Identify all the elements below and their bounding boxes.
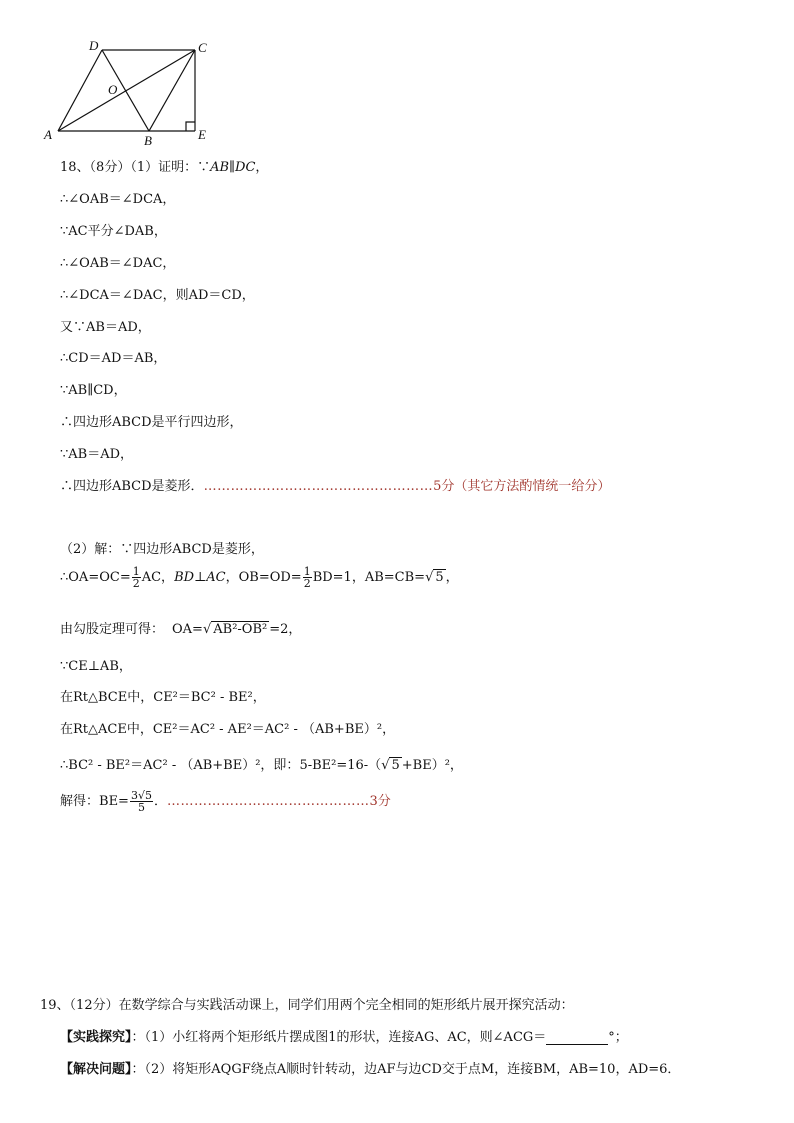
q18-part2-line-6: 在Rt△ACE中，CE²＝AC² - AE²＝AC² - （AB+BE）²， <box>60 722 396 737</box>
q18-line-10 <box>60 475 610 494</box>
q18-conclusion: ∴四边形ABCD是菱形． <box>60 479 204 494</box>
segment-ad <box>58 50 102 131</box>
diagonal-ac <box>58 50 195 131</box>
sqrt-radicand: 5 <box>435 570 444 585</box>
label-c: C <box>198 40 207 55</box>
text: ． <box>153 794 167 809</box>
q18-line-5: 又∵AB＝AD， <box>60 320 151 335</box>
section-tag: 【解决问题】 <box>60 1062 132 1077</box>
geometry-figure <box>40 38 220 150</box>
q18-part2-line-8 <box>60 790 391 813</box>
q18-line-4: ∴∠DCA＝∠DAC，则AD＝CD， <box>60 288 255 303</box>
q18-header-end: ， <box>255 160 269 175</box>
score-note: 3分 <box>369 794 391 809</box>
q19-line-1 <box>60 1026 628 1045</box>
q18-part2-line-2: ∴OA=OC= $\frac{1}{2}$ AC，BD⊥AC，OB=OD= $\frac{1}{2}$ BD=1，AB=CB=√ 5 ， <box>60 565 459 590</box>
score-note: 5分（其它方法酌情统一给分） <box>433 479 611 494</box>
fraction-half <box>303 566 312 589</box>
q18-part2-line-4: ∵CE⊥AB， <box>60 659 132 674</box>
q18-line-9: ∵AB＝AD， <box>60 447 134 462</box>
q19-line-2 <box>60 1058 680 1077</box>
text: 由勾股定理可得： <box>60 622 165 637</box>
q18-header-text: 18、（8分）（1）证明：∵ <box>60 160 211 175</box>
text: ∴BC² - BE²＝AC² - （AB+BE）²，即： <box>60 758 300 773</box>
text: ，OB=OD= <box>225 570 302 585</box>
fraction-numerator: 3√5 <box>130 789 152 802</box>
answer-blank[interactable] <box>546 1032 608 1045</box>
segment-bc <box>149 50 195 131</box>
q18-part2-line-1: （2）解：∵四边形ABCD是菱形， <box>60 542 264 557</box>
q18-line-1: ∴∠OAB＝∠DCA， <box>60 192 176 207</box>
text: AC， <box>141 570 175 585</box>
text: 解得： <box>60 794 100 809</box>
text: BD⊥AC <box>174 570 226 585</box>
q18-part2-line-7: ∴BC² - BE²＝AC² - （AB+BE）²，即：5-BE²=16-（√ 5 +BE）²， <box>60 758 463 773</box>
text: °； <box>608 1030 628 1045</box>
q18-part2-line-5: 在Rt△BCE中，CE²＝BC² - BE²， <box>60 690 266 705</box>
text: BD=1，AB=CB= <box>312 570 426 585</box>
label-a: A <box>44 127 52 142</box>
q18-line-2: ∵AC平分∠DAB， <box>60 224 167 239</box>
q18-line-3: ∴∠OAB＝∠DAC， <box>60 256 176 271</box>
fraction-half <box>132 566 141 589</box>
label-e: E <box>198 127 206 142</box>
text: OA= <box>172 622 203 637</box>
text: ：（1）小红将两个矩形纸片摆成图1的形状，连接AG、AC，则∠ACG＝ <box>131 1030 547 1045</box>
text: ， <box>445 570 459 585</box>
fraction-denominator: 2 <box>132 577 140 590</box>
text: =2， <box>269 622 302 637</box>
label-d: D <box>89 38 99 53</box>
sqrt-radicand: 5 <box>391 758 400 773</box>
q18-line-6: ∴CD＝AD＝AB， <box>60 351 167 366</box>
text: BE= <box>99 794 129 809</box>
q18-header <box>60 156 268 175</box>
score-dots: …………………………………………… <box>203 479 434 494</box>
q18-line-7: ∵AB∥CD， <box>60 383 127 398</box>
q18-part2-line-3: 由勾股定理可得： OA=√ AB²-OB² =2， <box>60 622 302 637</box>
label-o: O <box>108 82 118 97</box>
text: 5-BE²=16-（ <box>299 758 382 773</box>
text: +BE）²， <box>401 758 463 773</box>
sqrt-radicand: AB²-OB² <box>213 622 268 637</box>
fraction-numerator: 1 <box>303 565 311 578</box>
fraction-answer <box>130 790 153 813</box>
text: ：（2）将矩形AQGF绕点A顺时针转动，边AF与边CD交于点M，连接BM，AB=10，AD=6． <box>131 1062 681 1077</box>
fraction-denominator: 2 <box>303 577 311 590</box>
q19-header: 19、（12分）在数学综合与实践活动课上，同学们用两个完全相同的矩形纸片展开探究活动： <box>40 998 574 1013</box>
text: ∴OA=OC= <box>60 570 131 585</box>
score-dots: ……………………………………… <box>166 794 370 809</box>
q18-header-italic: AB∥DC <box>210 160 256 175</box>
section-tag: 【实践探究】 <box>60 1030 132 1045</box>
fraction-denominator: 5 <box>137 801 145 814</box>
q18-line-8: ∴四边形ABCD是平行四边形， <box>60 415 243 430</box>
fraction-numerator: 1 <box>132 565 140 578</box>
right-angle-mark <box>186 122 195 131</box>
label-b: B <box>144 133 152 148</box>
